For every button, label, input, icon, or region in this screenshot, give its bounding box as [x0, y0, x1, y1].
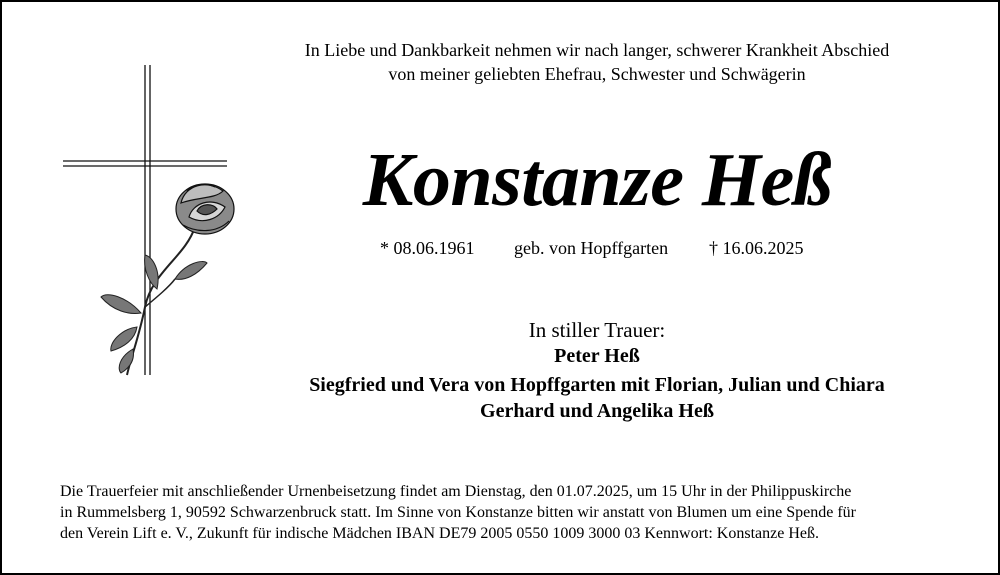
footer-line-3: den Verein Lift e. V., Zukunft für indische Mädchen IBAN DE79 2005 0550 1009 3000 03 Kennwort: Konstanze Heß. [60, 525, 819, 542]
intro-line-1: In Liebe und Dankbarkeit nehmen wir nach langer, schwerer Krankheit Abschied [304, 40, 890, 60]
birth-date: * 08.06.1961 [380, 238, 475, 258]
funeral-details [60, 481, 944, 544]
mourner-name: Siegfried und Vera von Hopffgarten mit Florian, Julian und Chiara [309, 374, 885, 396]
mourners-label: In stiller Trauer: [528, 318, 666, 342]
deceased-name: Konstanze Heß [362, 138, 832, 222]
mourner-name: Peter Heß [554, 345, 640, 367]
footer-line-1: Die Trauerfeier mit anschließender Urnenbeisetzung findet am Dienstag, den 01.07.2025, um 15 Uhr in der Philippuskirche [60, 483, 852, 500]
mourner-name: Gerhard und Angelika Heß [480, 400, 714, 422]
intro-text [2, 38, 1000, 86]
maiden-name: geb. von Hopffgarten [514, 238, 669, 258]
death-date: † 16.06.2025 [709, 238, 804, 258]
footer-line-2: in Rummelsberg 1, 90592 Schwarzenbruck statt. Im Sinne von Konstanze bitten wir anstatt von Blumen um eine Spende für [60, 504, 856, 521]
intro-line-2: von meiner geliebten Ehefrau, Schwester und Schwägerin [388, 64, 806, 84]
